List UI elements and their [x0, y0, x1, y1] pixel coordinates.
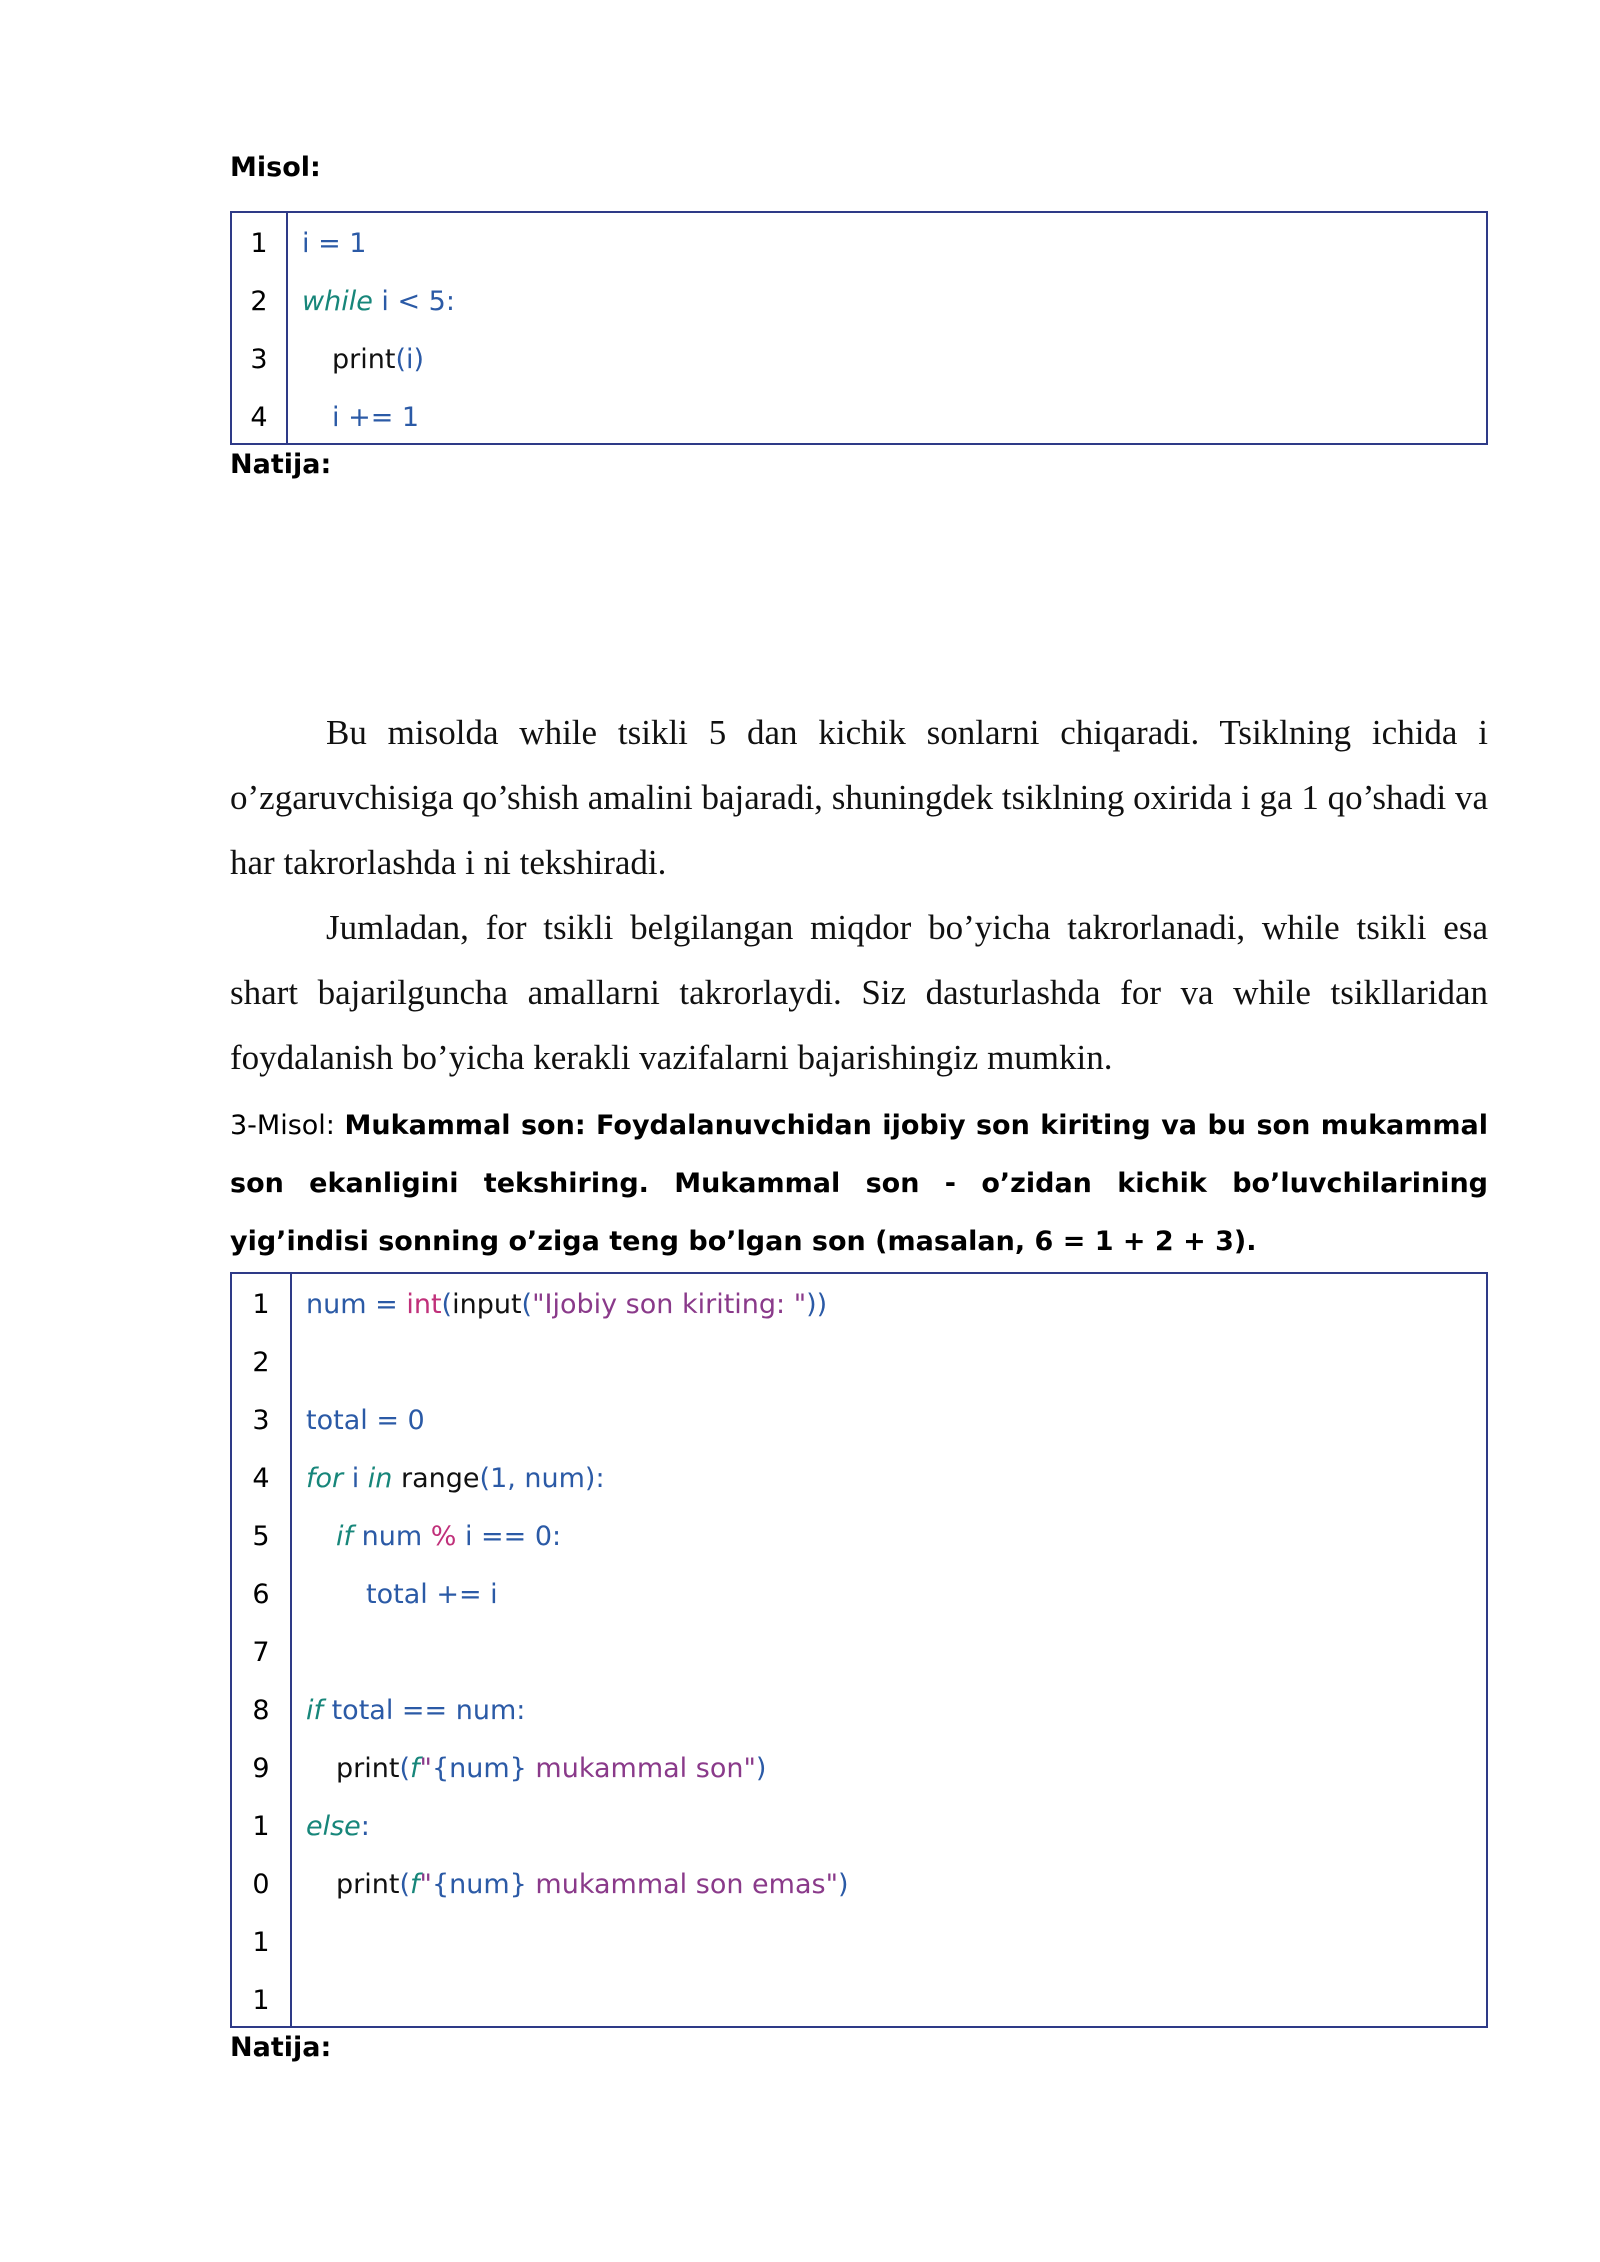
string-literal: " [419, 1869, 432, 1900]
code-block-2 [230, 1272, 1488, 2028]
code-text: total = 0 [306, 1405, 425, 1436]
task-text: Mukammal son: Foydalanuvchidan ijobiy son kiriting va bu son mukammal son ekanligini tekshiring. Mukammal son - o’zidan kichik bo’luvchilarining yig’indisi sonning o’ziga teng bo’lgan son (masalan, 6 = 1 + 2 + 3). [230, 1110, 1489, 1257]
keyword: if [306, 1695, 324, 1726]
code-line [306, 1566, 849, 1624]
function-name: print [336, 1869, 400, 1900]
code-line [306, 1798, 849, 1856]
code-line [306, 1624, 849, 1682]
line-number: 1 [252, 1985, 270, 2016]
code-text: )) [806, 1289, 828, 1320]
code-line [306, 1276, 849, 1334]
code-text [392, 1463, 401, 1494]
function-name: range [401, 1463, 480, 1494]
keyword: while [302, 286, 373, 317]
line-numbers [232, 213, 288, 443]
code-text: : [360, 1811, 370, 1842]
string-literal: " [419, 1753, 432, 1784]
code-text: num [306, 1289, 367, 1320]
code-text: {num} [431, 1869, 527, 1900]
code-text: ( [441, 1289, 453, 1320]
code-lines [288, 213, 455, 443]
result-label: Natija: [230, 449, 332, 480]
function-name: print [332, 344, 396, 375]
code-line [302, 273, 455, 331]
code-text: ) [838, 1869, 849, 1900]
code-text: num [353, 1521, 431, 1552]
code-line [306, 1334, 849, 1392]
line-number: 8 [252, 1695, 270, 1726]
code-text: i += 1 [332, 402, 420, 433]
code-line [306, 1450, 849, 1508]
function-name: input [452, 1289, 522, 1320]
line-number: 1 [250, 228, 268, 259]
paragraph: Bu misolda while tsikli 5 dan kichik sonlarni chiqaradi. Tsiklning ichida i o’zgaruvchisiga qo’shish amalini bajaradi, shuningdek tsiklning oxirida i ga 1 qo’shadi va har takrorlashda i ni tekshiradi. [230, 713, 1488, 882]
line-number: 1 [252, 1289, 270, 1320]
line-number: 6 [252, 1579, 270, 1610]
keyword: else [306, 1811, 361, 1842]
keyword: in [367, 1463, 393, 1494]
code-line [306, 1740, 849, 1798]
code-line [306, 1856, 849, 1914]
code-text: i == 0: [456, 1521, 562, 1552]
line-numbers [232, 1274, 292, 2026]
code-line [306, 1392, 849, 1450]
code-text: total += i [366, 1579, 498, 1610]
code-line [306, 1682, 849, 1740]
string-literal: mukammal son" [526, 1753, 756, 1784]
line-number: 2 [250, 286, 268, 317]
line-number: 7 [252, 1637, 270, 1668]
line-number: 5 [252, 1521, 270, 1552]
line-number: 0 [252, 1869, 270, 1900]
code-text: i [343, 1463, 368, 1494]
string-literal: mukammal son emas" [526, 1869, 838, 1900]
example-label: Misol: [230, 152, 321, 183]
task-prefix: 3-Misol: [230, 1110, 345, 1141]
operator: % [430, 1521, 457, 1552]
code-text: ) [755, 1753, 767, 1784]
keyword: if [336, 1521, 354, 1552]
line-number: 2 [252, 1347, 270, 1378]
code-text: ( [521, 1289, 533, 1320]
line-number: 1 [252, 1927, 270, 1958]
code-text: ( [399, 1869, 410, 1900]
code-text: (i) [395, 344, 425, 375]
f-prefix: f [410, 1753, 420, 1784]
line-number: 3 [252, 1405, 270, 1436]
code-block-1 [230, 211, 1488, 445]
code-text: total == num: [323, 1695, 526, 1726]
code-text: (1, num): [479, 1463, 605, 1494]
body-text [230, 700, 1488, 1090]
f-prefix: f [410, 1869, 420, 1900]
line-number: 9 [252, 1753, 270, 1784]
code-line [302, 389, 455, 447]
code-text: ( [399, 1753, 410, 1784]
code-text: {num} [431, 1753, 527, 1784]
task-description [230, 1097, 1488, 1271]
line-number: 4 [252, 1463, 270, 1494]
result-label: Natija: [230, 2032, 332, 2063]
line-number: 3 [250, 344, 268, 375]
code-line [302, 331, 455, 389]
paragraph: Jumladan, for tsikli belgilangan miqdor bo’yicha takrorlanadi, while tsikli esa shart bajarilguncha amallarni takrorlaydi. Siz dasturlashda for va while tsikllaridan foydalanish bo’yicha kerakli vazifalarni bajarishingiz mumkin. [230, 908, 1488, 1077]
line-number: 1 [252, 1811, 270, 1842]
code-text: = [366, 1289, 407, 1320]
function-name: print [336, 1753, 400, 1784]
code-line [302, 215, 455, 273]
keyword: for [306, 1463, 344, 1494]
code-line [306, 1508, 849, 1566]
code-lines [292, 1274, 849, 2026]
string-literal: "Ijobiy son kiriting: " [532, 1289, 807, 1320]
code-text: i < 5: [372, 286, 455, 317]
builtin: int [406, 1289, 442, 1320]
line-number: 4 [250, 402, 268, 433]
code-text: i = 1 [302, 228, 367, 259]
